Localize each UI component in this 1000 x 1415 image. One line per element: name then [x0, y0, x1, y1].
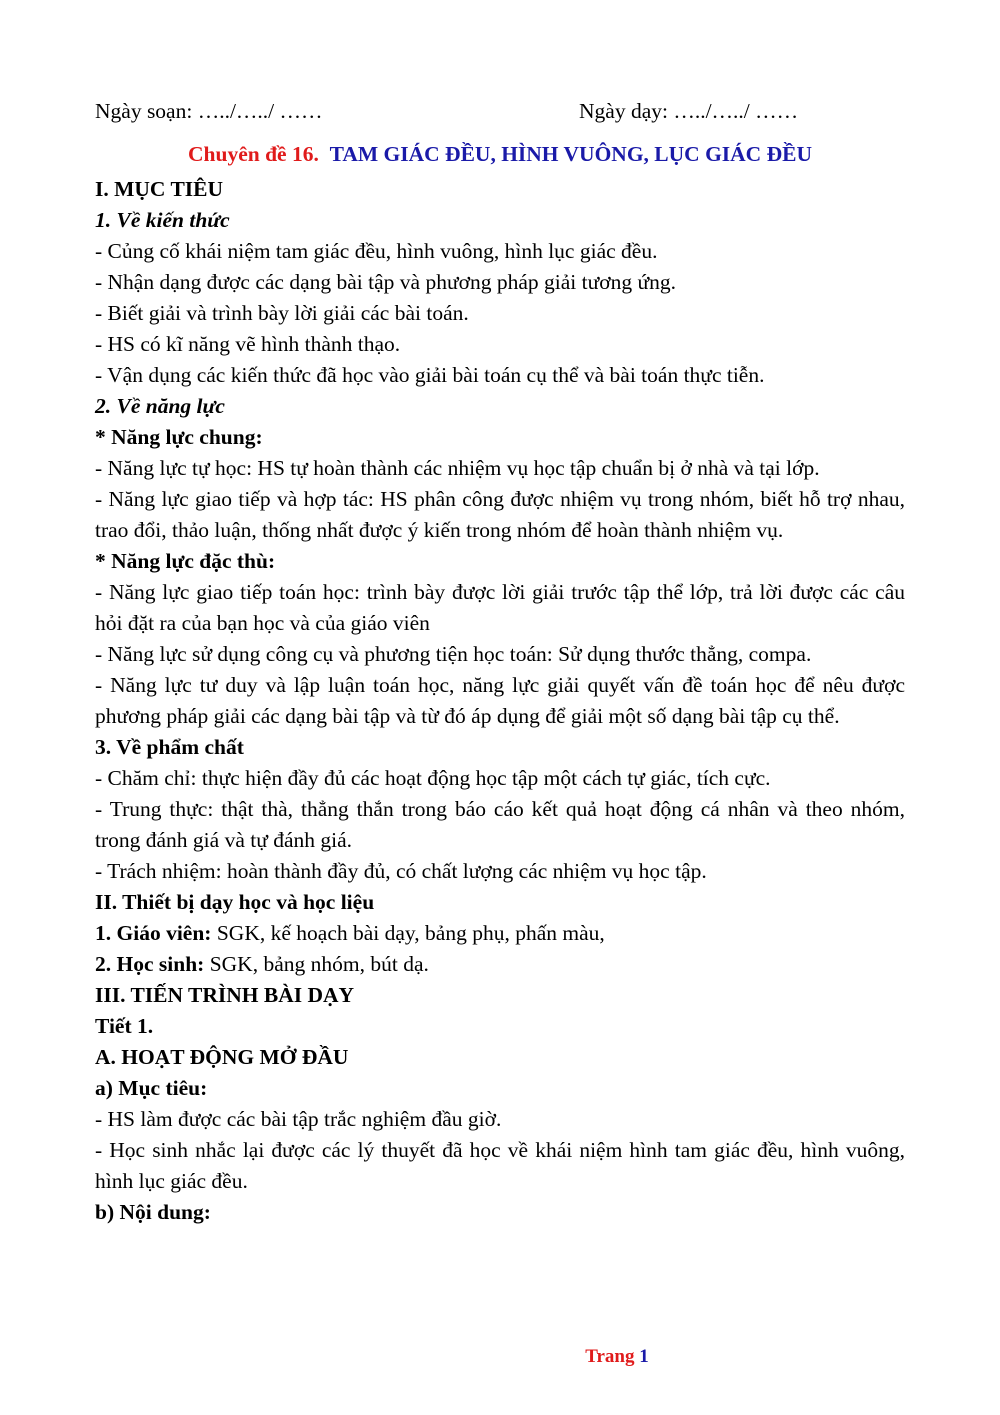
date-row [95, 96, 905, 127]
knowledge-item: - HS có kĩ năng vẽ hình thành thạo. [95, 332, 401, 356]
page-number: 1 [639, 1346, 649, 1367]
section-heading-procedure: III. TIẾN TRÌNH BÀI DẠY [95, 983, 355, 1007]
objective-item: - Học sinh nhắc lại được các lý thuyết đã học về khái niệm hình tam giác đều, hình vuông, hình lục giác đều. [95, 1138, 905, 1193]
equipment-student [95, 949, 905, 980]
teach-date: Ngày dạy: …../…../ …… [579, 99, 799, 123]
footer-label: Trang [585, 1346, 635, 1367]
section-heading-equipment: II. Thiết bị dạy học và học liệu [95, 890, 375, 914]
objective-heading: a) Mục tiêu: [95, 1076, 208, 1100]
page-footer [0, 1346, 1000, 1368]
quality-item: - Trách nhiệm: hoàn thành đầy đủ, có chất lượng các nhiệm vụ học tập. [95, 859, 707, 883]
knowledge-item: - Vận dụng các kiến thức đã học vào giải bài toán cụ thể và bài toán thực tiễn. [95, 363, 765, 387]
student-text: SGK, bảng nhóm, bút dạ. [204, 952, 429, 976]
subheading-specific-ability: * Năng lực đặc thù: [95, 549, 276, 573]
student-label: 2. Học sinh: [95, 952, 205, 976]
prep-date: Ngày soạn: …../…../ …… [95, 99, 323, 123]
subheading-knowledge: 1. Về kiến thức [95, 208, 230, 232]
knowledge-item: - Củng cố khái niệm tam giác đều, hình vuông, hình lục giác đều. [95, 239, 658, 263]
content-heading: b) Nội dung: [95, 1200, 211, 1224]
quality-item: - Chăm chỉ: thực hiện đầy đủ các hoạt động học tập một cách tự giác, tích cực. [95, 766, 771, 790]
general-ability-item: - Năng lực tự học: HS tự hoàn thành các nhiệm vụ học tập chuẩn bị ở nhà và tại lớp. [95, 456, 820, 480]
document-title [95, 139, 905, 170]
subheading-ability: 2. Về năng lực [95, 394, 225, 418]
document-page [95, 96, 905, 1228]
subheading-general-ability: * Năng lực chung: [95, 425, 263, 449]
title-main: TAM GIÁC ĐỀU, HÌNH VUÔNG, LỤC GIÁC ĐỀU [329, 142, 812, 166]
activity-heading: A. HOẠT ĐỘNG MỞ ĐẦU [95, 1045, 349, 1069]
knowledge-item: - Biết giải và trình bày lời giải các bài toán. [95, 301, 469, 325]
specific-ability-item: - Năng lực tư duy và lập luận toán học, năng lực giải quyết vấn đề toán học để nêu được phương pháp giải các dạng bài tập và từ đó áp dụng để giải một số dạng bài tập cụ thể. [95, 673, 905, 728]
knowledge-item: - Nhận dạng được các dạng bài tập và phương pháp giải tương ứng. [95, 270, 677, 294]
section-heading-objectives: I. MỤC TIÊU [95, 177, 224, 201]
period-label: Tiết 1. [95, 1014, 154, 1038]
objective-item: - HS làm được các bài tập trắc nghiệm đầu giờ. [95, 1107, 502, 1131]
specific-ability-item: - Năng lực sử dụng công cụ và phương tiện học toán: Sử dụng thước thẳng, compa. [95, 642, 812, 666]
teacher-text: SGK, kế hoạch bài dạy, bảng phụ, phấn màu, [211, 921, 605, 945]
title-prefix: Chuyên đề 16. [188, 142, 319, 166]
equipment-teacher [95, 918, 905, 949]
quality-item: - Trung thực: thật thà, thẳng thắn trong báo cáo kết quả hoạt động cá nhân và theo nhóm, trong đánh giá và tự đánh giá. [95, 797, 905, 852]
specific-ability-item: - Năng lực giao tiếp toán học: trình bày được lời giải trước tập thể lớp, trả lời được các câu hỏi đặt ra của bạn học và của giáo viên [95, 580, 905, 635]
subheading-quality: 3. Về phẩm chất [95, 735, 244, 759]
general-ability-item: - Năng lực giao tiếp và hợp tác: HS phân công được nhiệm vụ trong nhóm, biết hỗ trợ nhau, trao đổi, thảo luận, thống nhất được ý kiến trong nhóm để hoàn thành nhiệm vụ. [95, 487, 905, 542]
teacher-label: 1. Giáo viên: [95, 921, 212, 945]
